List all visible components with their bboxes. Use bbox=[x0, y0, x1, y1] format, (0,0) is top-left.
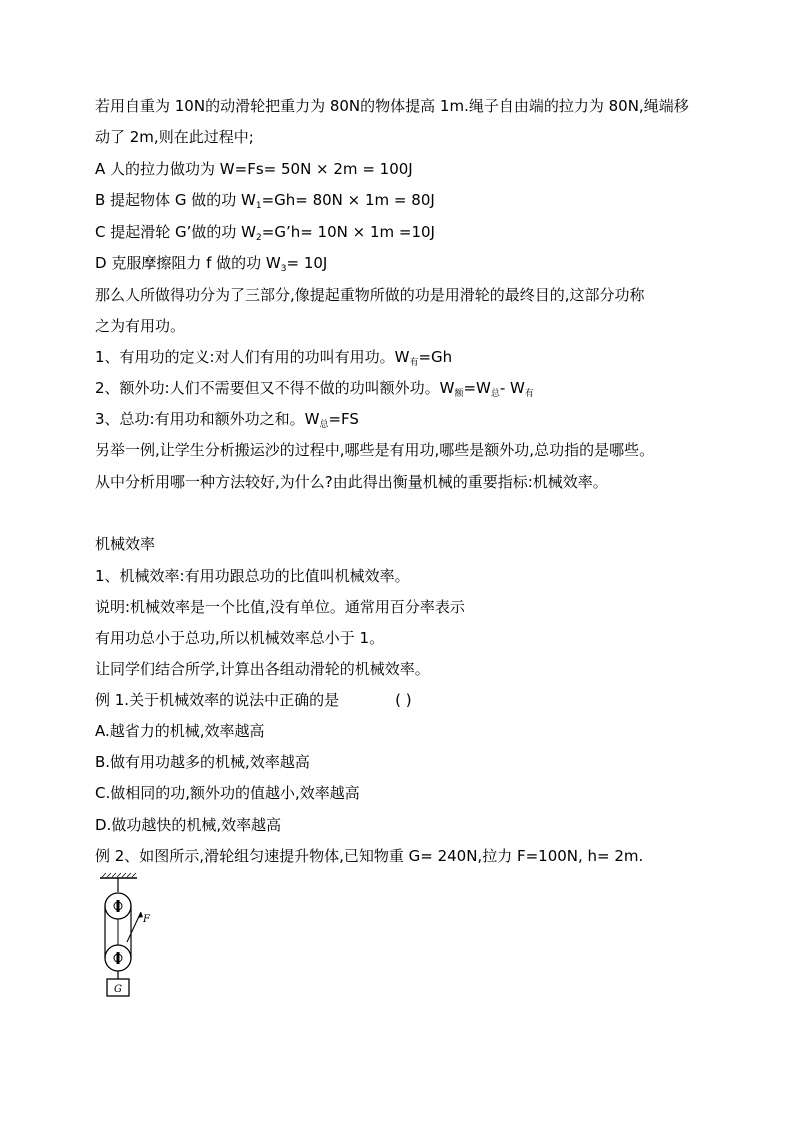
subscript: 总 bbox=[319, 420, 329, 430]
text-span: =Gh bbox=[418, 348, 453, 366]
weight-label: G bbox=[114, 984, 122, 995]
text-span: - W bbox=[499, 379, 525, 397]
subscript: 2 bbox=[256, 233, 262, 243]
paragraph-line: 若用自重为 10N的动滑轮把重力为 80N的物体提高 1m.绳子自由端的拉力为 80N,绳端移 bbox=[95, 97, 689, 115]
text-span: =Gh= 80N × 1m = 80J bbox=[261, 191, 435, 209]
text-span: 1、有用功的定义:对人们有用的功叫有用功。W bbox=[95, 348, 410, 366]
text-span: =G’h= 10N × 1m =10J bbox=[261, 223, 435, 241]
subscript: 额 bbox=[454, 389, 464, 399]
choice-b: B.做有用功越多的机械,效率越高 bbox=[95, 753, 310, 771]
paragraph-line: 动了 2m,则在此过程中; bbox=[95, 128, 254, 146]
option-b-line bbox=[95, 190, 435, 216]
paragraph-line: 让同学们结合所学,计算出各组动滑轮的机械效率。 bbox=[95, 660, 430, 678]
subscript: 总 bbox=[490, 389, 500, 399]
subscript: 1 bbox=[255, 201, 262, 211]
text-span: = 10J bbox=[286, 254, 328, 272]
pulley-diagram bbox=[97, 872, 159, 1000]
subscript: 3 bbox=[280, 264, 287, 274]
text-span: B 提起物体 G 做的功 W bbox=[95, 191, 256, 209]
choice-c: C.做相同的功,额外功的值越小,效率越高 bbox=[95, 784, 360, 802]
subscript: 有 bbox=[409, 358, 419, 368]
text-span: D 克服摩擦阻力 f 做的功 W bbox=[95, 254, 281, 272]
definition-extra-work bbox=[95, 378, 534, 404]
text-span: =FS bbox=[328, 410, 359, 428]
section-heading: 机械效率 bbox=[95, 535, 156, 553]
paragraph-line: 从中分析用哪一种方法较好,为什么?由此得出衡量机械的重要指标:机械效率。 bbox=[95, 473, 608, 491]
choice-d: D.做功越快的机械,效率越高 bbox=[95, 816, 282, 834]
text-span: 3、总功:有用功和额外功之和。W bbox=[95, 410, 320, 428]
choice-a: A.越省力的机械,效率越高 bbox=[95, 722, 265, 740]
paragraph-line: 说明:机械效率是一个比值,没有单位。通常用百分率表示 bbox=[95, 598, 465, 616]
example-2-question: 例 2、如图所示,滑轮组匀速提升物体,已知物重 G= 240N,拉力 F=100N, h= 2m. bbox=[95, 847, 644, 865]
ceiling-hatch bbox=[102, 873, 136, 877]
paragraph-line: 另举一例,让学生分析搬运沙的过程中,哪些是有用功,哪些是额外功,总功指的是哪些。 bbox=[95, 441, 655, 459]
force-label: F bbox=[143, 914, 150, 925]
text-span: 例 1.关于机械效率的说法中正确的是 bbox=[95, 691, 340, 709]
paragraph-line: 之为有用功。 bbox=[95, 317, 186, 335]
answer-bracket: ( ) bbox=[395, 691, 412, 709]
text-span: =W bbox=[463, 379, 491, 397]
text-span: C 提起滑轮 G’做的功 W bbox=[95, 223, 257, 241]
paragraph-line: 那么人所做得功分为了三部分,像提起重物所做的功是用滑轮的最终目的,这部分功称 bbox=[95, 286, 645, 304]
example-1-question bbox=[95, 690, 412, 710]
option-d-line bbox=[95, 253, 327, 279]
text-span: 2、额外功:人们不需要但又不得不做的功叫额外功。W bbox=[95, 379, 455, 397]
subscript: 有 bbox=[524, 389, 534, 399]
paragraph-line: 1、机械效率:有用功跟总功的比值叫机械效率。 bbox=[95, 567, 410, 585]
option-a-line: A 人的拉力做功为 W=Fs= 50N × 2m = 100J bbox=[95, 160, 413, 178]
definition-total-work bbox=[95, 409, 359, 435]
definition-useful-work bbox=[95, 347, 452, 373]
option-c-line bbox=[95, 222, 435, 248]
paragraph-line: 有用功总小于总功,所以机械效率总小于 1。 bbox=[95, 629, 385, 647]
